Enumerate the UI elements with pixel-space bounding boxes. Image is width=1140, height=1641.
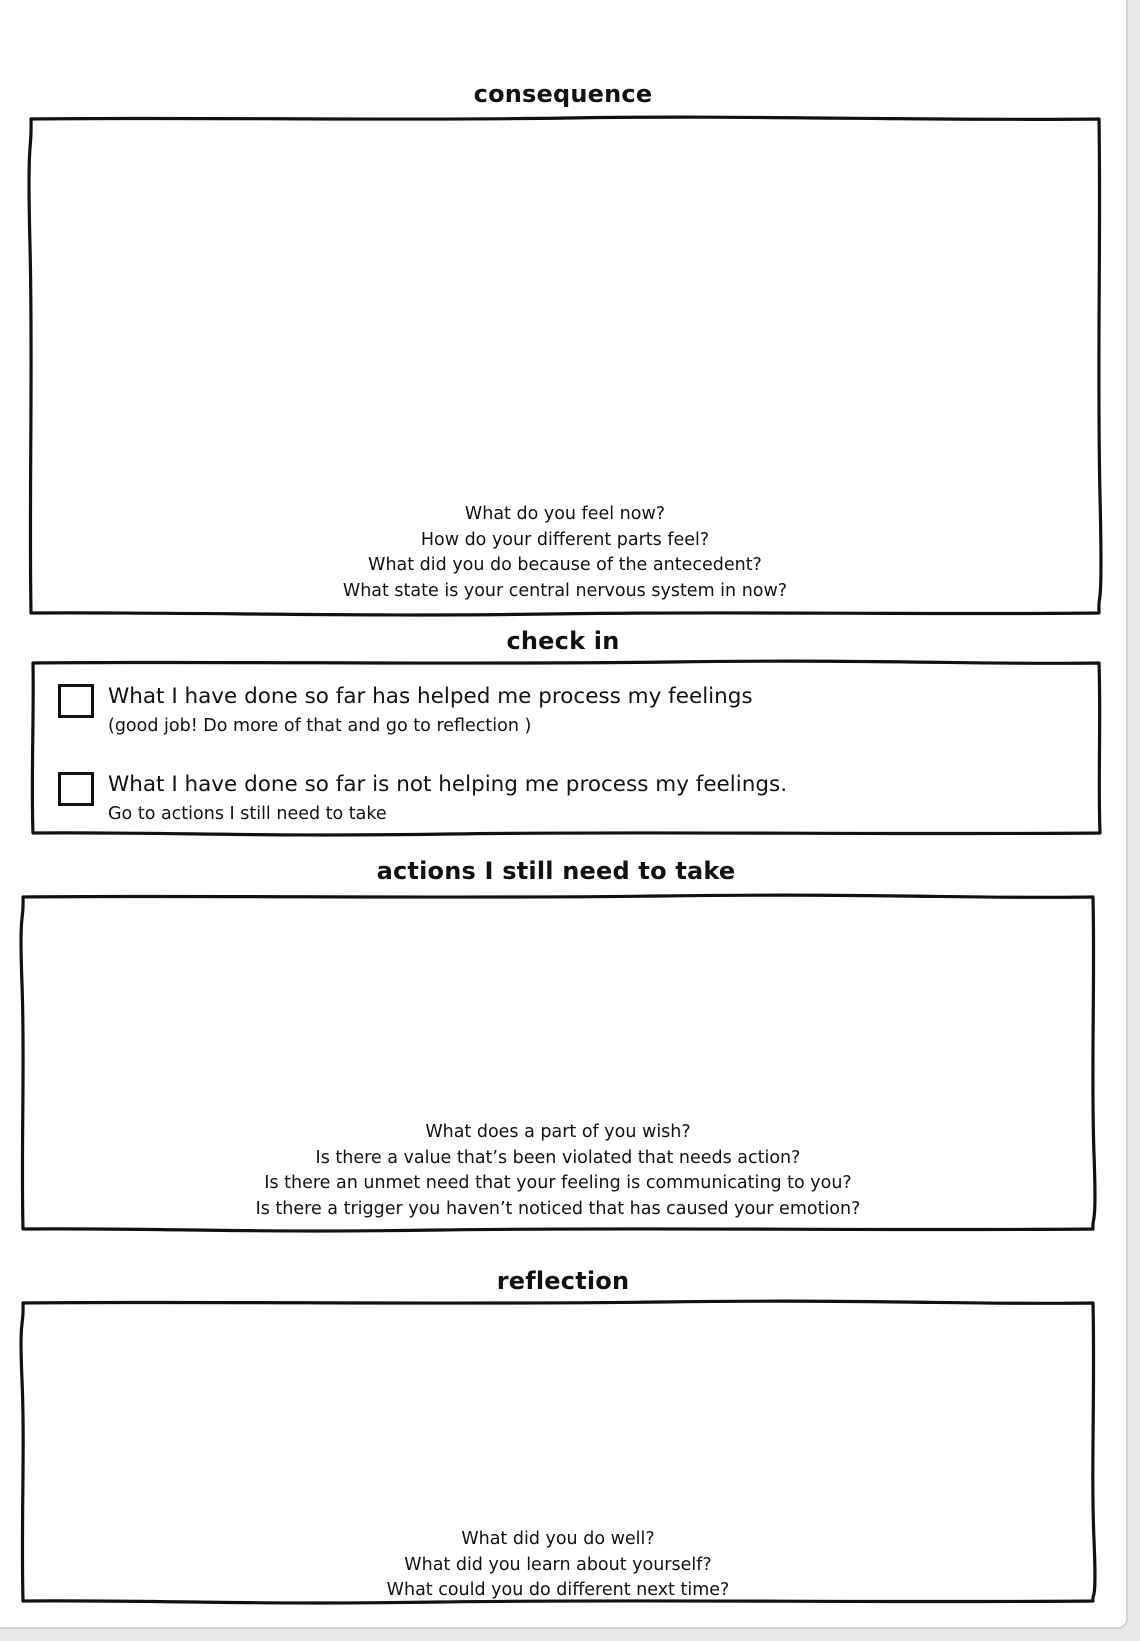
reflection-title: reflection	[496, 1267, 630, 1295]
reflection-prompt: What did you learn about yourself?	[404, 1554, 712, 1575]
checkbox-helped[interactable]	[58, 684, 94, 718]
actions-prompts	[20, 1120, 1096, 1222]
reflection-prompt: What did you do well?	[461, 1529, 655, 1549]
check-in-option-label: What I have done so far is not helping me process my feelings.	[108, 772, 788, 797]
check-in-option-hint: Go to actions I still need to take	[108, 804, 387, 824]
consequence-prompt: How do your different parts feel?	[420, 529, 710, 550]
consequence-prompts	[28, 502, 1102, 604]
reflection-box[interactable]	[20, 1300, 1096, 1604]
actions-box[interactable]	[20, 894, 1096, 1232]
reflection-prompt: What could you do different next time?	[386, 1580, 730, 1600]
actions-title: actions I still need to take	[376, 857, 736, 885]
reflection-prompts	[20, 1527, 1096, 1604]
checkbox-not-helping[interactable]	[58, 772, 94, 806]
actions-prompt: Is there an unmet need that your feeling is communicating to you?	[264, 1173, 852, 1193]
consequence-box[interactable]	[28, 116, 1102, 616]
actions-prompt: What does a part of you wish?	[425, 1122, 691, 1142]
consequence-prompt: What state is your central nervous system in now?	[342, 580, 788, 601]
check-in-option-hint: (good job! Do more of that and go to reflection )	[108, 716, 532, 736]
consequence-title: consequence	[473, 80, 653, 108]
consequence-prompt: What do you feel now?	[464, 504, 666, 524]
check-in-title: check in	[506, 627, 620, 655]
consequence-prompt: What did you do because of the antecedent?	[368, 555, 762, 575]
check-in-option-label: What I have done so far has helped me process my feelings	[108, 684, 753, 709]
actions-prompt: Is there a trigger you haven’t noticed that has caused your emotion?	[255, 1198, 861, 1219]
actions-prompt: Is there a value that’s been violated that needs action?	[315, 1147, 801, 1168]
check-in-box	[30, 660, 1102, 836]
